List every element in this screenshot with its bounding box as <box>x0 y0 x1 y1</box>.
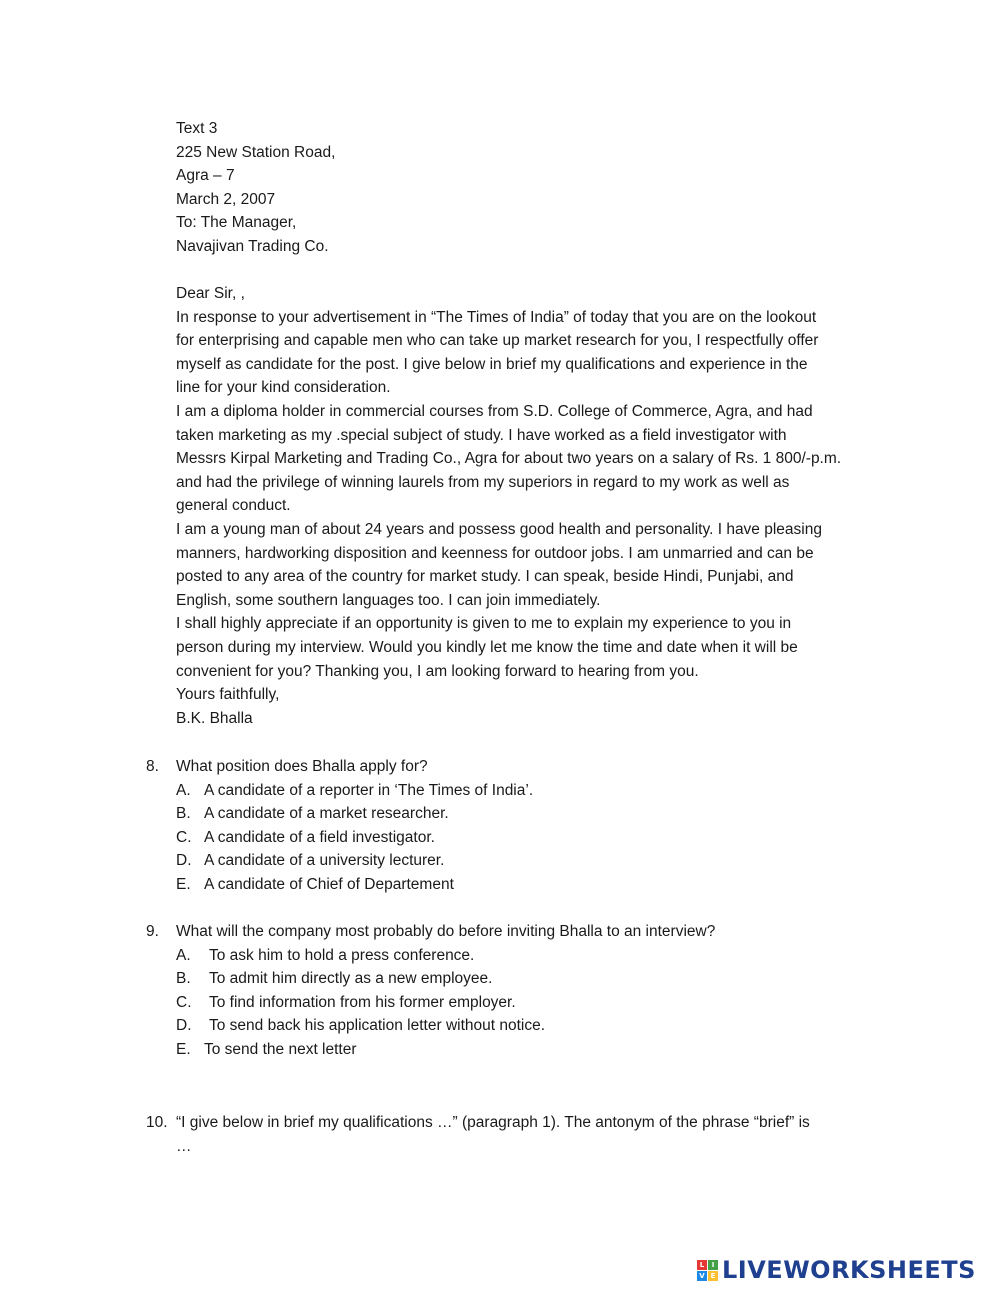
recipient-title: To: The Manager, <box>176 214 297 232</box>
question-9 <box>146 920 906 1062</box>
option-d[interactable] <box>176 849 444 873</box>
question-10 <box>146 1111 906 1161</box>
body-line: I shall highly appreciate if an opportunity is given to me to explain my experience to you in <box>176 615 792 633</box>
question-number: 10. <box>146 1114 168 1131</box>
option-c[interactable] <box>176 991 516 1015</box>
address-city: Agra – 7 <box>176 167 235 185</box>
option-c[interactable] <box>176 826 435 850</box>
option-text: A candidate of Chief of Departement <box>204 876 454 893</box>
option-letter: A. <box>176 781 191 799</box>
body-line: line for your kind consideration. <box>176 379 391 397</box>
body-line: English, some southern languages too. I can join immediately. <box>176 591 601 609</box>
option-d[interactable] <box>176 1014 545 1038</box>
option-a[interactable] <box>176 779 533 803</box>
option-b[interactable] <box>176 967 492 991</box>
text-label: Text 3 <box>176 120 218 137</box>
body-line: I am a diploma holder in commercial courses from S.D. College of Commerce, Agra, and had <box>176 402 813 420</box>
option-letter: E. <box>176 1041 191 1058</box>
logo-text: LIVEWORKSHEETS <box>722 1256 976 1284</box>
option-e[interactable] <box>176 1038 357 1062</box>
body-line: taken marketing as my .special subject of study. I have worked as a field investigator with <box>176 426 787 444</box>
option-text: A candidate of a field investigator. <box>204 828 435 846</box>
body-line: general conduct. <box>176 497 291 515</box>
logo-cube: I <box>708 1260 718 1270</box>
body-line: myself as candidate for the post. I give below in brief my qualifications and experience in the <box>176 355 808 373</box>
option-text: To admit him directly as a new employee. <box>209 970 493 988</box>
option-text: A candidate of a reporter in ‘The Times of India’. <box>204 781 534 799</box>
body-line: convenient for you? Thanking you, I am looking forward to hearing from you. <box>176 662 699 680</box>
option-e[interactable] <box>176 873 454 897</box>
option-letter: D. <box>176 852 192 870</box>
question-stem: What will the company most probably do before inviting Bhalla to an interview? <box>176 923 716 940</box>
question-stem-line: “I give below in brief my qualifications …” (paragraph 1). The antonym of the phrase “brief” is <box>176 1114 810 1131</box>
option-text: A candidate of a market researcher. <box>204 805 449 823</box>
body-line: Messrs Kirpal Marketing and Trading Co., Agra for about two years on a salary of Rs. 1 800/-p.m. <box>176 450 842 468</box>
letter-heading <box>176 117 896 259</box>
option-text: To find information from his former employer. <box>209 993 516 1011</box>
salutation: Dear Sir, , <box>176 285 245 302</box>
logo-cube: L <box>697 1260 707 1270</box>
address-street: 225 New Station Road, <box>176 143 336 161</box>
option-text: To send back his application letter without notice. <box>209 1017 546 1035</box>
option-text: To ask him to hold a press conference. <box>209 946 475 964</box>
option-a[interactable] <box>176 944 474 968</box>
option-text: To send the next letter <box>204 1041 357 1058</box>
option-letter: C. <box>176 828 192 846</box>
signature-name: B.K. Bhalla <box>176 709 253 727</box>
question-number: 8. <box>146 758 159 775</box>
liveworksheets-logo[interactable] <box>697 1255 976 1285</box>
letter-date: March 2, 2007 <box>176 190 276 208</box>
closing: Yours faithfully, <box>176 686 280 704</box>
body-line: manners, hardworking disposition and keenness for outdoor jobs. I am unmarried and can be <box>176 544 814 562</box>
question-number: 9. <box>146 923 159 940</box>
body-line: posted to any area of the country for market study. I can speak, beside Hindi, Punjabi, and <box>176 568 794 586</box>
option-letter: A. <box>176 946 191 964</box>
body-line: I am a young man of about 24 years and possess good health and personality. I have pleasing <box>176 520 822 538</box>
body-line: and had the privilege of winning laurels from my superiors in regard to my work as well as <box>176 473 790 491</box>
question-stem-line: … <box>176 1137 192 1155</box>
option-letter: B. <box>176 970 191 988</box>
recipient-company: Navajivan Trading Co. <box>176 237 329 255</box>
option-letter: B. <box>176 805 191 823</box>
logo-cube: E <box>708 1271 718 1281</box>
body-line: In response to your advertisement in “The Times of India” of today that you are on the lookout <box>176 308 817 326</box>
option-letter: C. <box>176 993 192 1011</box>
logo-cube: V <box>697 1271 707 1281</box>
option-letter: E. <box>176 876 191 893</box>
option-text: A candidate of a university lecturer. <box>204 852 445 870</box>
body-line: for enterprising and capable men who can take up market research for you, I respectfully offer <box>176 332 819 350</box>
question-8 <box>146 755 906 897</box>
option-letter: D. <box>176 1017 192 1035</box>
body-line: person during my interview. Would you kindly let me know the time and date when it will be <box>176 638 798 656</box>
question-stem <box>176 1111 896 1158</box>
logo-cubes-icon <box>697 1260 718 1281</box>
option-b[interactable] <box>176 802 449 826</box>
letter-body <box>176 282 896 730</box>
question-stem: What position does Bhalla apply for? <box>176 758 428 775</box>
